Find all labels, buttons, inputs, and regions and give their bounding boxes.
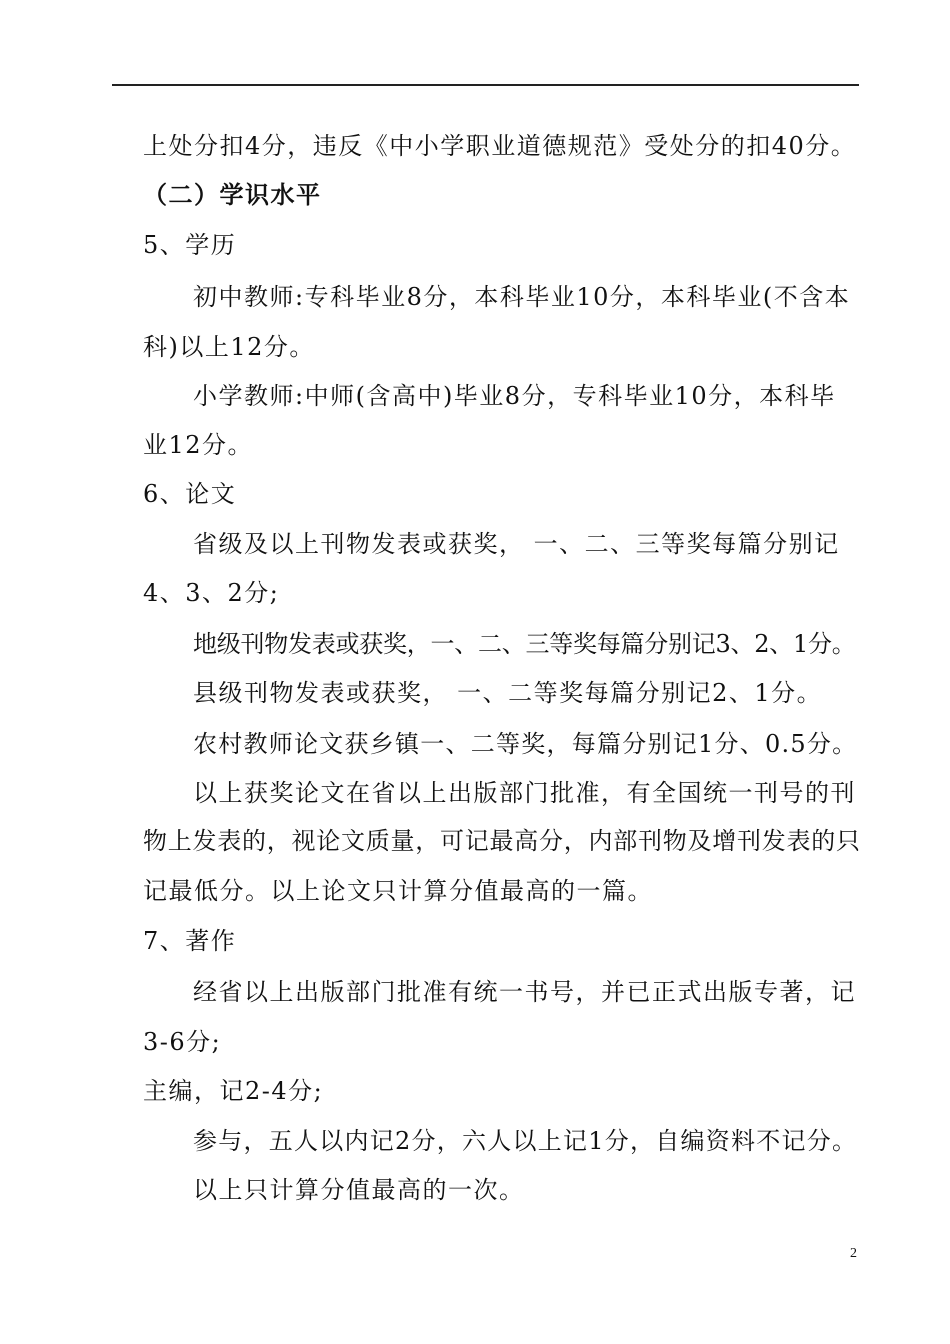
text-line: 4、3、2分;: [143, 579, 280, 607]
text-line: 省级及以上刊物发表或获奖， 一、二、三等奖每篇分别记: [193, 530, 840, 558]
text-line: 农村教师论文获乡镇一、二等奖，每篇分别记1分、0.5分。: [193, 730, 858, 758]
item-heading: 7、著作: [143, 927, 237, 955]
text-line: 参与，五人以内记2分，六人以上记1分，自编资料不记分。: [193, 1127, 858, 1155]
text-line: 县级刊物发表或获奖， 一、二等奖每篇分别记2、1分。: [193, 679, 823, 707]
text-line: 地级刊物发表或获奖，一、二、三等奖每篇分别记3、2、1分。: [193, 630, 856, 658]
text-line: 初中教师:专科毕业8分，本科毕业10分，本科毕业(不含本: [193, 283, 851, 311]
section-heading: （二）学识水平: [143, 181, 322, 209]
text-line: 小学教师:中师(含高中)毕业8分，专科毕业10分，本科毕: [193, 382, 836, 410]
text-line: 以上获奖论文在省以上出版部门批准，有全国统一刊号的刊: [193, 779, 856, 807]
text-line: 上处分扣4分，违反《中小学职业道德规范》受处分的扣40分。: [143, 132, 857, 160]
text-line: 科)以上12分。: [143, 333, 315, 361]
text-line: 主编，记2-4分;: [143, 1077, 324, 1105]
item-heading: 5、学历: [143, 231, 237, 259]
item-heading: 6、论文: [143, 480, 237, 508]
text-line: 以上只计算分值最高的一次。: [193, 1176, 525, 1204]
page-number: 2: [850, 1246, 857, 1261]
text-line: 经省以上出版部门批准有统一书号，并已正式出版专著，记: [193, 978, 856, 1006]
text-line: 业12分。: [143, 431, 254, 459]
text-line: 3-6分;: [143, 1028, 222, 1056]
text-line: 物上发表的，视论文质量，可记最高分，内部刊物及增刊发表的只: [143, 827, 861, 855]
header-rule: [112, 84, 859, 86]
text-line: 记最低分。以上论文只计算分值最高的一篇。: [143, 877, 653, 905]
